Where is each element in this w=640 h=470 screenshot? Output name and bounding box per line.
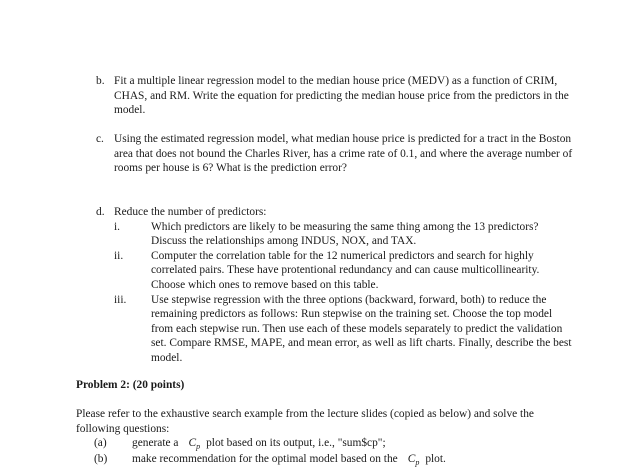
question-b-text: Fit a multiple linear regression model to the median house price (MEDV) as a function of CRIM, CHAS, and RM. Write the equation for predicting the median house price from the predictors in the model. [114, 75, 569, 117]
subquestion-iii [96, 293, 576, 366]
question-a-label: (a) [94, 437, 107, 449]
cp-symbol-subscript: p [196, 442, 201, 451]
subquestion-i-text: Which predictors are likely to be measuring the same thing among the 13 predictors? Discuss the relationships among INDUS, NOX, and TAX. [151, 220, 539, 248]
question-b-marker: b. [96, 75, 105, 87]
cp-symbol-subscript: p [415, 458, 420, 467]
question-d-text: Reduce the number of predictors: [114, 206, 267, 218]
question-d [96, 205, 576, 366]
subquestion-ii-marker: ii. [114, 249, 124, 262]
question-a-after: plot based on its output, i.e., "sum$cp"; [206, 437, 386, 449]
subquestion-ii-text: Computer the correlation table for the 12 numerical predictors and search for highly correlated pairs. These have protentional redundancy and can cause multicollinearity. Choose which ones to remove based on this table. [151, 249, 540, 291]
question-b-text-line [132, 452, 446, 468]
question-b-before: make recommendation for the optimal model based on the [132, 453, 398, 465]
question-b [96, 74, 576, 118]
subquestion-iii-text: Use stepwise regression with the three options (backward, forward, both) to reduce the remaining predictors as follows: Run stepwise on the training set. Choose the top model from each stepwise run. Then use each of these models separately to predict the validation set. Compare RMSE, MAPE, and mean error, as well as lift charts. Finally, describe the best model. [151, 293, 572, 364]
subquestion-ii [96, 249, 576, 293]
cp-symbol [188, 436, 200, 452]
cp-symbol [408, 452, 420, 468]
question-b-label: (b) [94, 453, 108, 465]
problem-2-intro: Please refer to the exhaustive search example from the lecture slides (copied as below) and solve the following questions: [76, 408, 534, 435]
question-c-text: Using the estimated regression model, what median house price is predicted for a tract in the Boston area that does not bound the Charles River, has a crime rate of 0.1, and where the average number of rooms per house is 6? What is the prediction error? [114, 133, 573, 175]
question-c [96, 132, 576, 176]
subquestion-i [96, 220, 576, 249]
question-d-marker: d. [96, 206, 105, 218]
problem-2-heading: Problem 2: (20 points) [76, 379, 185, 391]
question-a-text [132, 436, 386, 452]
cp-symbol-letter: C [407, 453, 416, 465]
question-a-before: generate a [132, 437, 179, 449]
subquestion-iii-marker: iii. [114, 293, 127, 306]
cp-symbol-letter: C [188, 437, 197, 449]
question-b-after: plot. [425, 453, 446, 465]
subquestion-i-marker: i. [114, 220, 121, 233]
question-c-marker: c. [96, 133, 104, 145]
